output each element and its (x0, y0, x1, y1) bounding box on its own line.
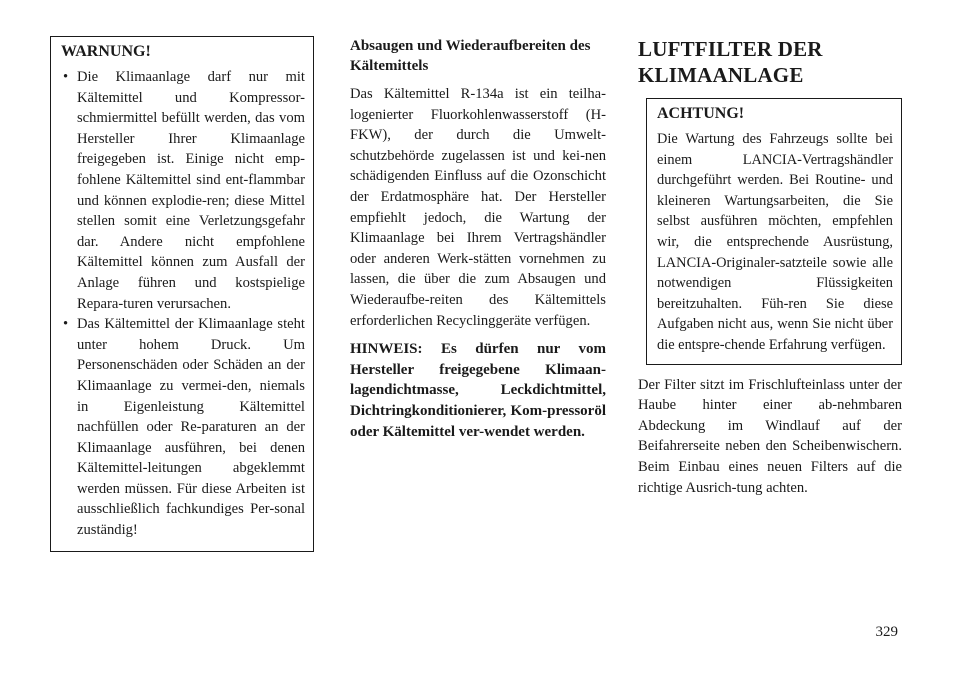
refrigerant-note: HINWEIS: Es dürfen nur vom Hersteller freigegebene Klimaan-lagendichtmasse, Leckdichtmittel, Dichtringkonditionierer, Kom-pressoröl oder Kältemittel ver-wendet werden. (350, 341, 606, 440)
right-column (638, 36, 902, 506)
air-filter-paragraph: Der Filter sitzt im Frischlufteinlass unter der Haube hinter einer ab-nehmbaren Abdeckung im Windlauf auf der Beifahrerseite neben den Scheibenwischern. Beim Einbau eines neuen Filters auf die richtige Ausrich-tung achten. (638, 376, 902, 496)
middle-column (350, 36, 606, 442)
caution-box (646, 98, 902, 365)
refrigerant-paragraph: Das Kältemittel R-134a ist ein teilha-logenierter Fluorkohlenwasserstoff (H-FKW), der durch die Umwelt-schutzbehörde zugelassen ist und kei-nen schädigenden Einfluss auf die Ozonschicht der Erdatmosphäre hat. Der Hersteller empfiehlt jedoch, die Wartung der Klimaanlage bei Ihrem Vertragshändler oder anderen Werk-stätten vornehmen zu lassen, die über die zum Absaugen und Wiederaufbe-reiten des Kältemittels erforderlichen Recyclinggeräte verfügen. (350, 86, 606, 329)
section-title (638, 36, 902, 88)
warning-item: • Das Kältemittel der Klimaanlage steht unter hohem Druck. Um Personenschäden oder Schäden an der Klimaanlage zu vermei-den, niemals in Eigenleistung Kältemittel nachfüllen oder Re-paraturen an der Klimaanlage ausführen, bei denen Kältemittel-leitungen abgeklemmt werden müssen. Für diese Arbeiten ist ausschließlich fachkundiges Per-sonal zuständig! (61, 314, 305, 541)
section-title-line2: KLIMAANLAGE (638, 63, 804, 87)
page-number: 329 (875, 624, 898, 640)
left-column (50, 36, 314, 552)
caution-text: Die Wartung des Fahrzeugs sollte bei einem LANCIA-Vertragshändler durchgeführt werden. Bei Routine- und kleineren Wartungsarbeiten, die Sie selbst ausführen möchten, empfehlen wir, die entsprechende Ausrüstung, LANCIA-Originaler-satzteile sowie alle notwendigen Flüssigkeiten bereitzuhalten. Füh-ren Sie diese Aufgaben nicht aus, wenn Sie nicht über die entspre-chende Erfahrung verfügen. (657, 131, 893, 353)
section-title-line1: LUFTFILTER DER (638, 37, 823, 61)
warning-item: • Die Klimaanlage darf nur mit Kältemittel und Kompressor-schmiermittel befüllt werden, das vom Hersteller Ihrer Klimaanlage freigegeben ist. Einige nicht emp-fohlene Kältemittel sind ent-flammbar und können explodie-ren; diese Mittel stellen somit eine Verletzungsgefahr dar. Andere nicht empfohlene Kältemittel können zum Ausfall der Anlage führen und kostspielige Repara-turen verursachen. (61, 67, 305, 314)
refrigerant-heading: Absaugen und Wiederaufbereiten des Kältemittels (350, 38, 591, 74)
warning-list (61, 67, 305, 541)
warning-box (50, 36, 314, 552)
warning-title: WARNUNG! (61, 43, 151, 60)
caution-title: ACHTUNG! (657, 105, 745, 122)
